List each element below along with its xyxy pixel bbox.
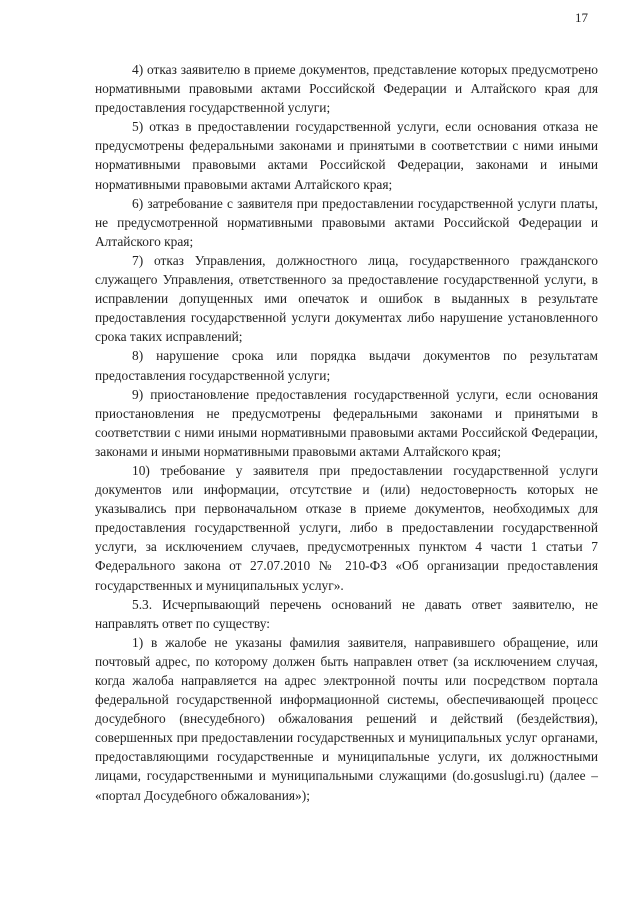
- document-body: [95, 60, 598, 805]
- page-number: 17: [575, 10, 588, 25]
- paragraph-item-7: 7) отказ Управления, должностного лица, государственного гражданского служащего Управления, ответственного за предоставление государственной услуги, в исправлении допущенных ими опечаток и ошибок в выданных в результате предоставления государственной услуги документах либо нарушение установленного срока таких исправлений;: [95, 252, 598, 345]
- paragraph-5-3-item-1: 1) в жалобе не указаны фамилия заявителя, направившего обращение, или почтовый адрес, по которому должен быть направлен ответ (за исключением случая, когда жалоба направляется на адрес электронной почты или посредством портала федеральной государственной информационной системы, обеспечивающей процесс досудебного (внесудебного) обжалования решений и действий (бездействия), совершенных при предоставлении государственных и муниципальных услуг органами, предоставляющими государственные и муниципальные услуги, их должностными лицами, государственными и муниципальными служащими (do.gosuslugi.ru) (далее – «портал Досудебного обжалования»);: [95, 634, 598, 803]
- paragraph-item-9: 9) приостановление предоставления государственной услуги, если основания приостановления не предусмотрены федеральными законами и принятыми в соответствии с ними иными нормативными правовыми актами Российской Федерации, законами и иными нормативными правовыми актами Алтайского края;: [95, 386, 598, 459]
- paragraph-item-5: 5) отказ в предоставлении государственной услуги, если основания отказа не предусмотрены федеральными законами и принятыми в соответствии с ними иными нормативными правовыми актами Российской Федерации, законами и иными нормативными правовыми актами Алтайского края;: [95, 119, 598, 192]
- paragraph-item-8: 8) нарушение срока или порядка выдачи документов по результатам предоставления государственной услуги;: [95, 348, 598, 383]
- paragraph-item-10: 10) требование у заявителя при предоставлении государственной услуги документов или информации, отсутствие и (или) недостоверность которых не указывались при первоначальном отказе в приеме документов, необходимых для предоставления государственной услуги, либо в предоставлении государственной услуги, за исключением случаев, предусмотренных пунктом 4 части 1 статьи 7 Федерального закона от 27.07.2010 № 210-ФЗ «Об организации предоставления государственных и муниципальных услуг».: [95, 462, 598, 593]
- section-5-3-heading: 5.3. Исчерпывающий перечень оснований не давать ответ заявителю, не направлять ответ по существу:: [95, 596, 598, 631]
- paragraph-item-6: 6) затребование с заявителя при предоставлении государственной услуги платы, не предусмотренной нормативными правовыми актами Российской Федерации и Алтайского края;: [95, 195, 598, 249]
- paragraph-item-4: 4) отказ заявителю в приеме документов, представление которых предусмотрено нормативными правовыми актами Российской Федерации и Алтайского края для предоставления государственной услуги;: [95, 62, 598, 116]
